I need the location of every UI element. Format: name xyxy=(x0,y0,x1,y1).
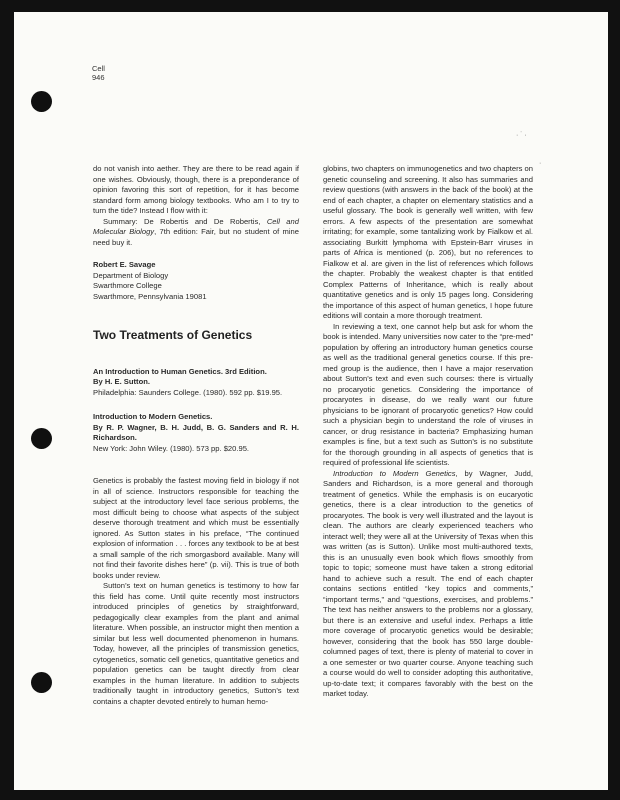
book-title: Cell and Molecular Biology xyxy=(93,216,299,236)
book-citation xyxy=(93,412,299,454)
paragraph: Introduction to Modern Genetics, by Wagner, Judd, Sanders and Richardson, is a more general and thorough treatment of genetics. While the emphasis is on eucaryotic genetics, there is a clear introduction to the genetics of procaryotes. The book is very well illustrated and the layout is clean. The authors are clearly experienced teachers who interact well; they were all at the University of Texas when this was written (as is Sutton). Unlike most multi-authored texts, this is an unusually even book which flows smoothly from topic to topic; someone must have taken a strong editorial hand to achieve such a result. The end of each chapter contains sections entitled “key topics and comments,” “important terms,” and “questions, exercises, and problems.” The text has neither answers to the problems nor a glossary, but there is an extensive and useful index. Perhaps a little more coverage of procaryotic genetics would be desirable; however, considering that the book has 550 large double-columned pages of text, there is plenty of material to cover in a one semester or two quarter course. Anyone teaching such a course would do well to consider adopting this authoritative, up-to-date text; it compares favorably with the best on the market today. xyxy=(323,468,533,698)
binder-hole xyxy=(31,91,52,112)
scanned-page xyxy=(14,12,608,790)
paragraph: do not vanish into aether. They are there to be read again if one wishes. Obviously, though, there is a preponderance of opinion favoring this sort of repetition, for it has become standard form among biology textbooks. Who am I to try to turn the tide? Instead I flow with it: xyxy=(93,164,299,215)
binder-hole xyxy=(31,428,52,449)
book-author: By R. P. Wagner, B. H. Judd, B. G. Sanders and R. H. Richardson. xyxy=(93,422,299,442)
right-column xyxy=(323,164,533,700)
book-publisher: Philadelphia: Saunders College. (1980). 592 pp. $19.95. xyxy=(93,387,283,397)
left-column xyxy=(93,164,299,707)
signature-block xyxy=(93,260,299,302)
binder-hole xyxy=(31,672,52,693)
book-title: Introduction to Modern Genetics. xyxy=(93,412,213,421)
author-college: Swarthmore College xyxy=(93,281,162,290)
running-header xyxy=(92,64,105,82)
author-name: Robert E. Savage xyxy=(93,260,156,269)
scan-speck: · ˙ · xyxy=(516,132,527,139)
author-city: Swarthmore, Pennsylvania 19081 xyxy=(93,291,207,301)
paragraph: Genetics is probably the fastest moving field in biology if not in all of science. Instructors responsible for teaching the subject at the introductory level face serious problems, the most difficult being to choose what aspects of the subject deserve thorough treatment and which must be essentially ignored. As Sutton states in his preface, “The continued explosion of information . . . forces any textbook to be at best a small sample of the rich smorgasbord available. Many will not find their favorite dishes here” (p. vii). This is true of both books under review. xyxy=(93,476,299,580)
author-dept: Department of Biology xyxy=(93,270,169,280)
paragraph: Sutton’s text on human genetics is testimony to how far this field has come. Until quite recently most instructors introduced principles of genetics by straightforward, pedagogically clear examples from the plant and animal literature. When possible, an instructor might then mention a similar but less well documented phenomenon in humans. Today, however, all the principles of transmission genetics, cytogenetics, somatic cell genetics, quantitative genetics and population genetics can be taught directly from clear examples in the human literature. In addition to subjects traditionally taught in introductory genetics, Sutton’s text contains a chapter devoted entirely to human hemo- xyxy=(93,581,299,706)
book-title: Introduction to Modern Genetics xyxy=(333,468,456,478)
book-title: An Introduction to Human Genetics. 3rd Edition. xyxy=(93,366,267,376)
summary-paragraph: Summary: De Robertis and De Robertis, Cell and Molecular Biology, 7th edition: Fair, but no student of mine need buy it. xyxy=(93,216,299,247)
book-publisher: New York: John Wiley. (1980). 573 pp. $20.95. xyxy=(93,443,250,453)
book-author: By H. E. Sutton. xyxy=(93,377,150,386)
scan-speck: · xyxy=(539,160,542,167)
paragraph: In reviewing a text, one cannot help but ask for whom the book is intended. Many universities now cater to the “pre-med” population by offering an introductory human genetics course as well as the traditional general genetics course. If this pre-med group is the audience, then I have a major reservation about Sutton’s text and even such courses: there is virtually no procaryotic genetics. Considering the importance of procaryotes in disease, do we really want our future physicians to be ignorant of procaryotic genetics? How could such a physician begin to understand the role of viruses in cancer, or drug resistance in bacteria? Emphasizing human examples is fine, but a text such as Sutton’s is no substitute for the thorough grounding in all aspects of genetics that is required of professional life scientists. xyxy=(323,321,533,467)
book-citation xyxy=(93,367,299,399)
journal-name: Cell xyxy=(92,64,105,73)
page-number: 946 xyxy=(92,73,105,82)
review-title: Two Treatments of Genetics xyxy=(93,328,253,342)
paragraph: globins, two chapters on immunogenetics and two chapters on genetic counseling and screening. It also has summaries and review questions (with answers in the back of the book) at the end of each chapter, a chapter on elementary statistics and a useful glossary. The book is generally well written, with few errors. A few aspects of the presentation are somewhat irritating; for example, some tantalizing work by Fialkow et al. associating Burkitt lymphoma with Epstein-Barr viruses in parts of Africa is mentioned (p. 206), but no references to Fialkow et al. are given in the list of references which follows the chapter. Probably the weakest chapter is that entitled Complex Patterns of Inheritance, which is really about quantitative genetics and is only 15 pages long. Considering the importance of this aspect of human genetics, I hope future editions will contain a more thorough treatment. xyxy=(323,164,533,320)
